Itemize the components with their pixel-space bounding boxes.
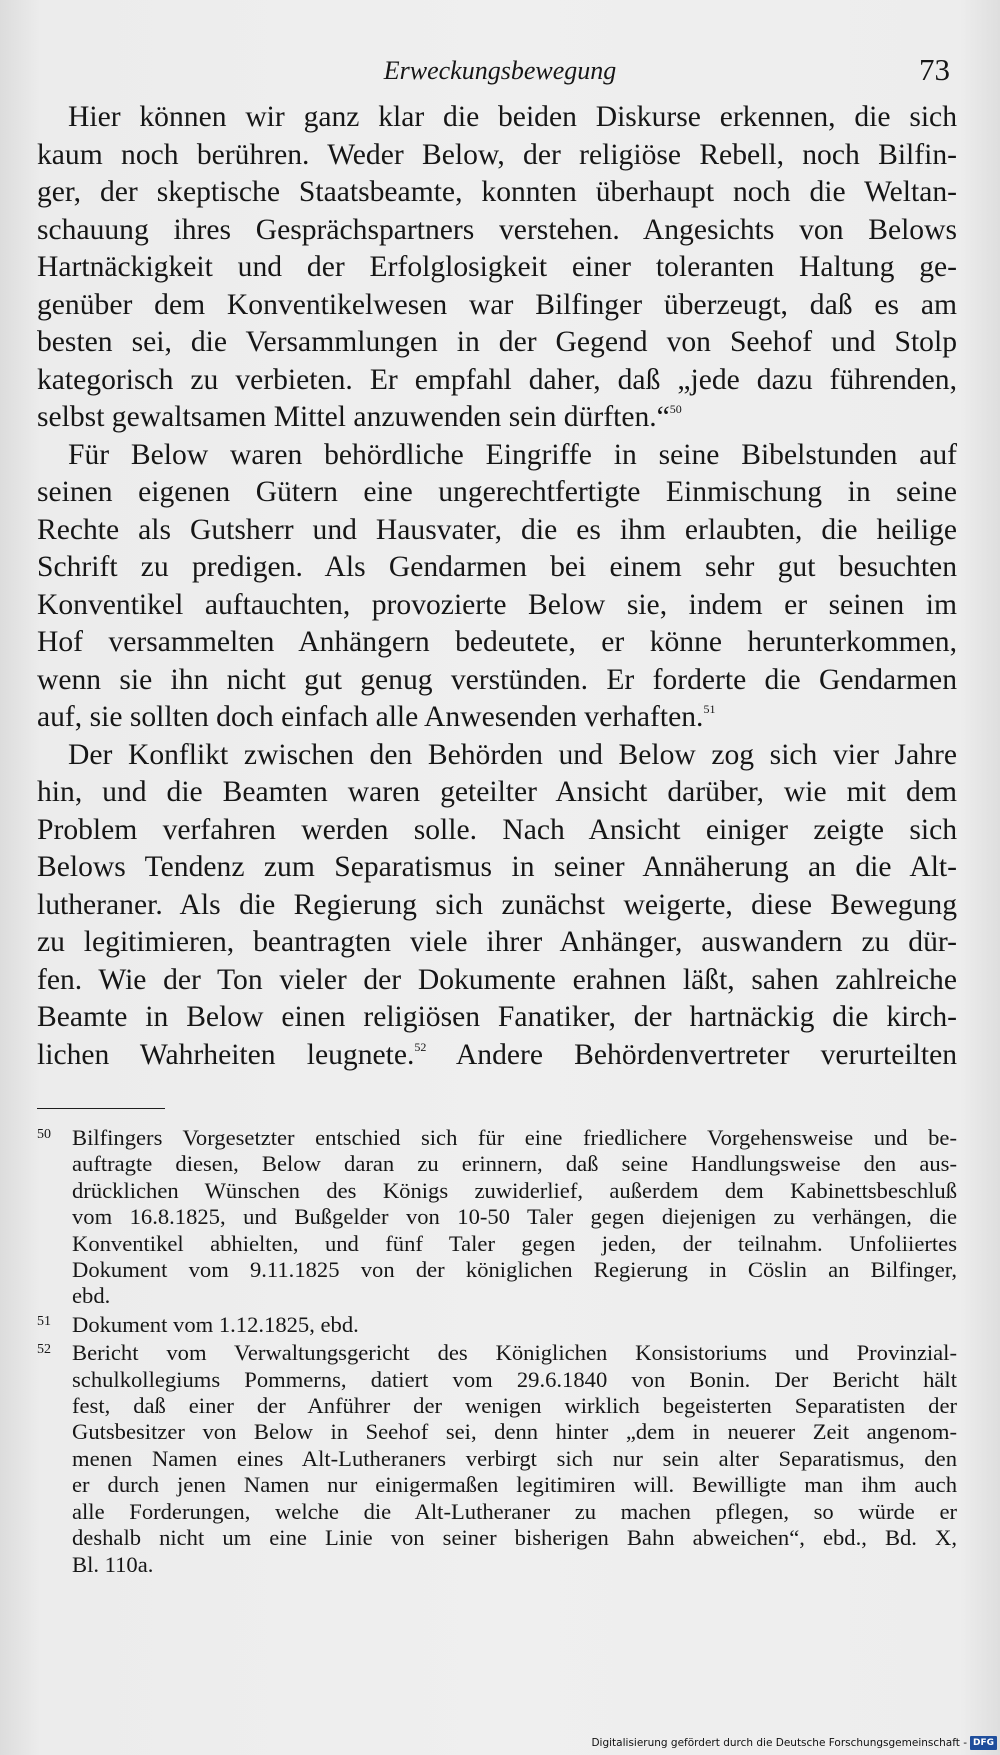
text-line: Hof versammelten Anhängern bedeutete, er könne herunterkommen, bbox=[37, 626, 957, 658]
running-title: Erweckungsbewegung bbox=[383, 56, 617, 85]
text-line: hin, und die Beamten waren geteilter Ansicht darüber, wie mit dem bbox=[37, 776, 957, 808]
footnote-line: Konventikel abhielten, und fünf Taler gegen jeden, der teilnahm. Unfoliiertes bbox=[72, 1230, 957, 1256]
text-line: fen. Wie der Ton vieler der Dokumente erahnen läßt, sahen zahlreiche bbox=[37, 963, 957, 996]
dfg-logo: DFG bbox=[970, 1736, 997, 1750]
text-line: Belows Tendenz zum Separatismus in seiner Annäherung an die Alt- bbox=[37, 851, 957, 883]
running-head bbox=[0, 52, 1000, 92]
body-text bbox=[37, 99, 957, 1074]
footnote bbox=[37, 1312, 957, 1338]
text-line: genüber dem Konventikelwesen war Bilfinger überzeugt, daß es am bbox=[37, 288, 957, 321]
footnote-text bbox=[72, 1340, 957, 1578]
footnote-line: Dokument vom 9.11.1825 von der königlichen Regierung in Cöslin an Bilfinger, bbox=[72, 1257, 957, 1283]
footnote-line: menen Namen eines Alt-Lutheraners verbirgt sich nur sein alter Separatismus, den bbox=[72, 1445, 957, 1471]
footnote-reference: 50 bbox=[669, 402, 682, 416]
text-line: seinen eigenen Gütern eine ungerechtfertigte Einmischung in seine bbox=[37, 476, 957, 508]
footnote-line: er durch jenen Namen nur einigermaßen legitimiren will. Bewilligte man ihm auch bbox=[72, 1472, 957, 1498]
footnote-line: Gutsbesitzer von Below in Seehof sei, denn hinter „dem in neuerer Zeit angenom- bbox=[72, 1419, 957, 1445]
footnote-number: 51 bbox=[37, 1313, 51, 1329]
text-line: wenn sie ihn nicht gut genug verstünden. Er forderte die Gendarmen bbox=[37, 663, 957, 696]
text-line: Für Below waren behördliche Eingriffe in seine Bibelstunden auf bbox=[68, 438, 957, 471]
footnote-reference: 51 bbox=[703, 702, 716, 716]
footnote-line: drücklichen Wünschen des Königs zuwiderlief, außerdem dem Kabinettsbeschluß bbox=[72, 1177, 957, 1203]
text-line: Der Konflikt zwischen den Behörden und Below zog sich vier Jahre bbox=[68, 738, 957, 771]
footnote-number: 52 bbox=[37, 1342, 51, 1358]
footnote-line: schulkollegiums Pommerns, datiert vom 29.6.1840 von Bonin. Der Bericht hält bbox=[72, 1366, 957, 1392]
text-line: kaum noch berühren. Weder Below, der religiöse Rebell, noch Bilfin- bbox=[37, 138, 957, 171]
footnote-line: Bilfingers Vorgesetzter entschied sich für eine friedlichere Vorgehensweise und be- bbox=[72, 1125, 957, 1150]
footnote-line: alle Forderungen, welche die Alt-Lutheraner zu machen pflegen, so würde er bbox=[72, 1498, 957, 1524]
text-line: selbst gewaltsamen Mittel anzuwenden sein dürften.“$^{50}$ bbox=[37, 401, 682, 433]
paragraph bbox=[37, 737, 957, 1075]
text-line: Hartnäckigkeit und der Erfolglosigkeit einer toleranten Haltung ge- bbox=[37, 251, 957, 283]
footnote-line: auftragte diesen, Below daran zu erinnern, daß seine Handlungsweise den aus- bbox=[72, 1151, 957, 1177]
footnote-text bbox=[72, 1125, 957, 1310]
credit-text: Digitalisierung gefördert durch die Deutsche Forschungsgemeinschaft - bbox=[591, 1737, 967, 1749]
footnote-line: Dokument vom 1.12.1825, ebd. bbox=[72, 1311, 359, 1337]
footnotes bbox=[37, 1125, 957, 1580]
text-line: lutheraner. Als die Regierung sich zunächst weigerte, diese Bewegung bbox=[37, 888, 957, 921]
footnote bbox=[37, 1340, 957, 1578]
text-line: Problem verfahren werden solle. Nach Ansicht einiger zeigte sich bbox=[37, 813, 957, 846]
footnote-number: 50 bbox=[37, 1127, 51, 1142]
footnote-line: fest, daß einer der Anführer der wenigen wirklich begeisterten Separatisten der bbox=[72, 1393, 957, 1419]
text-line: zu legitimieren, beantragten viele ihrer Anhänger, auswandern zu dür- bbox=[37, 926, 957, 958]
footnote-line: vom 16.8.1825, und Bußgelder von 10-50 Taler gegen diejenigen zu verhängen, die bbox=[72, 1204, 957, 1230]
paragraph bbox=[37, 437, 957, 737]
paragraph bbox=[37, 99, 957, 437]
text-line bbox=[37, 1037, 957, 1075]
text-line: ger, der skeptische Staatsbeamte, konnten überhaupt noch die Weltan- bbox=[37, 176, 957, 208]
footnote-line: ebd. bbox=[72, 1283, 111, 1309]
footnote-reference: 52 bbox=[414, 1039, 427, 1054]
text-line: kategorisch zu verbieten. Er empfahl daher, daß „jede dazu führenden, bbox=[37, 363, 957, 396]
footnote bbox=[37, 1125, 957, 1310]
page-number: 73 bbox=[919, 52, 950, 87]
text-line: Rechte als Gutsherr und Hausvater, die es ihm erlaubten, die heilige bbox=[37, 513, 957, 546]
text-line: Schrift zu predigen. Als Gendarmen bei einem sehr gut besuchten bbox=[37, 551, 957, 583]
text-segment: Andere Behördenvertreter verurteilten bbox=[426, 1038, 958, 1071]
footnote-separator bbox=[37, 1108, 165, 1109]
text-segment: lichen Wahrheiten leugnete. bbox=[37, 1038, 415, 1071]
text-line: auf, sie sollten doch einfach alle Anwesenden verhaften.$^{51}$ bbox=[37, 701, 716, 733]
footnote-line: deshalb nicht um eine Linie von seiner bisherigen Bahn abweichen“, ebd., Bd. X, bbox=[72, 1525, 957, 1551]
text-line: Konventikel auftauchten, provozierte Below sie, indem er seinen im bbox=[37, 588, 957, 621]
footnote-text bbox=[72, 1312, 957, 1338]
text-line: Hier können wir ganz klar die beiden Diskurse erkennen, die sich bbox=[68, 101, 957, 133]
text-line: besten sei, die Versammlungen in der Gegend von Seehof und Stolp bbox=[37, 326, 957, 358]
footnote-line: Bericht vom Verwaltungsgericht des Königlichen Konsistoriums und Provinzial- bbox=[72, 1340, 957, 1366]
footnote-line: Bl. 110a. bbox=[72, 1551, 154, 1577]
text-line: schauung ihres Gesprächspartners verstehen. Angesichts von Belows bbox=[37, 213, 957, 246]
digitization-credit bbox=[591, 1733, 997, 1753]
text-line: Beamte in Below einen religiösen Fanatiker, der hartnäckig die kirch- bbox=[37, 1001, 957, 1033]
